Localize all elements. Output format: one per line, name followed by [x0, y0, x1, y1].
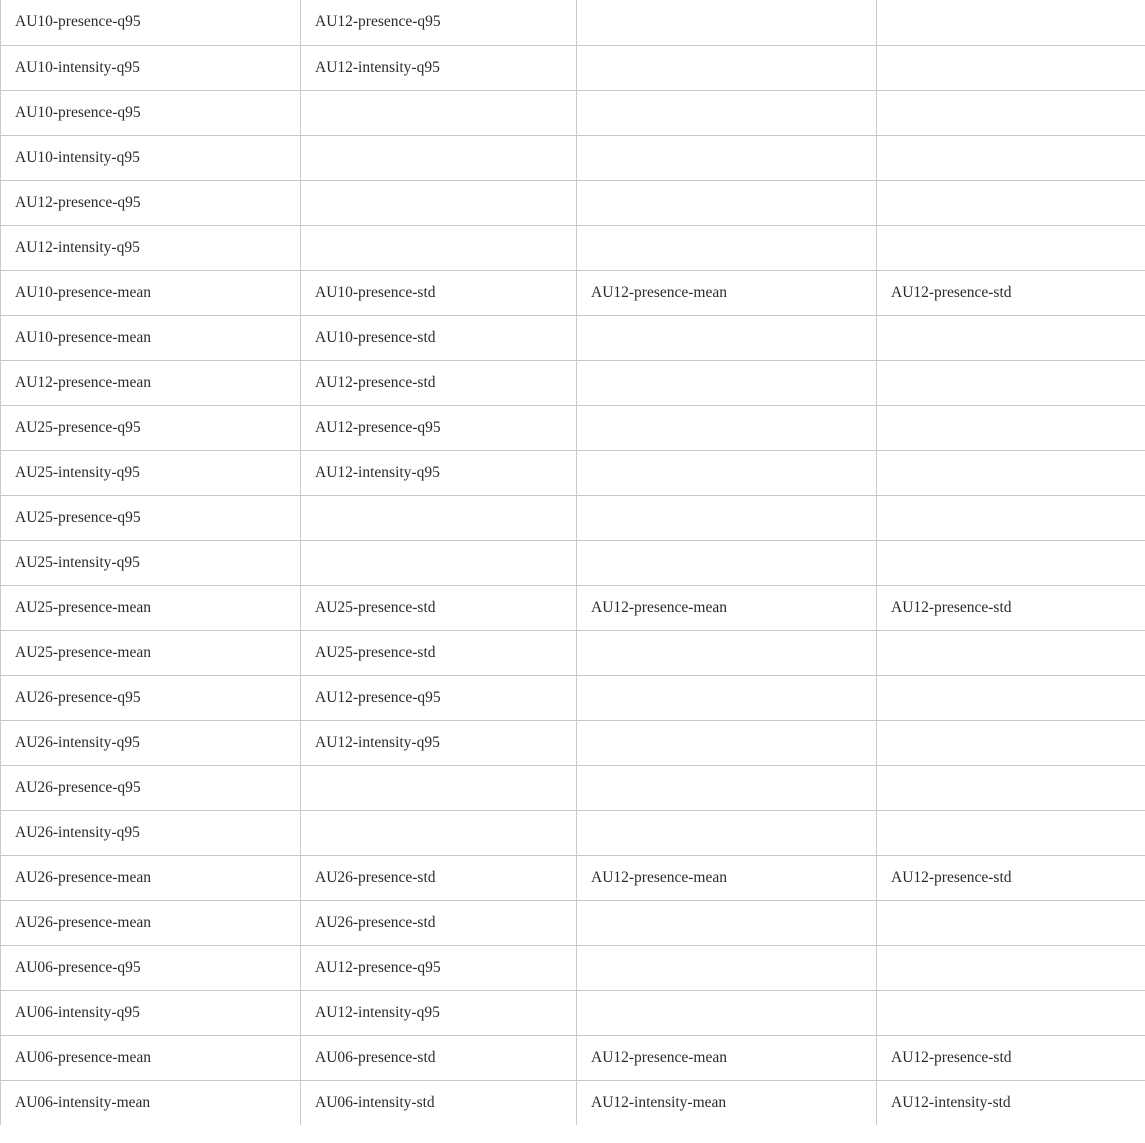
table-cell [877, 630, 1145, 675]
table-cell [877, 540, 1145, 585]
table-row [1, 990, 1145, 1035]
table-row [1, 630, 1145, 675]
table-cell: AU12-presence-q95 [301, 405, 577, 450]
table-cell [301, 180, 577, 225]
table-cell: AU12-presence-q95 [301, 945, 577, 990]
table-cell: AU25-presence-mean [1, 585, 301, 630]
table-cell [301, 90, 577, 135]
table-cell [877, 405, 1145, 450]
table-cell: AU26-presence-mean [1, 855, 301, 900]
table-cell: AU10-presence-std [301, 270, 577, 315]
table-cell [577, 720, 877, 765]
table-cell [577, 900, 877, 945]
table-cell: AU25-presence-std [301, 630, 577, 675]
table-cell: AU12-presence-q95 [1, 180, 301, 225]
table-cell: AU10-presence-q95 [1, 90, 301, 135]
table-row [1, 720, 1145, 765]
table-cell: AU25-presence-mean [1, 630, 301, 675]
table-cell [877, 450, 1145, 495]
table-row [1, 450, 1145, 495]
table-cell [577, 180, 877, 225]
table-cell [877, 0, 1145, 45]
table-row [1, 765, 1145, 810]
table-cell [577, 765, 877, 810]
table-cell: AU12-presence-q95 [301, 0, 577, 45]
table-cell: AU12-presence-mean [577, 1035, 877, 1080]
table-row [1, 1080, 1145, 1125]
table-cell [877, 720, 1145, 765]
table-row [1, 810, 1145, 855]
table-row [1, 855, 1145, 900]
table-row [1, 270, 1145, 315]
table-cell: AU06-presence-q95 [1, 945, 301, 990]
table-cell: AU26-presence-std [301, 855, 577, 900]
table-cell: AU12-presence-std [877, 270, 1145, 315]
table-row [1, 585, 1145, 630]
table-cell: AU12-intensity-q95 [1, 225, 301, 270]
table-cell: AU26-presence-std [301, 900, 577, 945]
table-cell: AU06-intensity-std [301, 1080, 577, 1125]
table-cell [577, 945, 877, 990]
table-cell: AU12-presence-mean [577, 585, 877, 630]
table-cell [577, 990, 877, 1035]
table-cell [877, 90, 1145, 135]
table-cell: AU10-presence-mean [1, 270, 301, 315]
table-cell [877, 765, 1145, 810]
table-cell [577, 0, 877, 45]
table-cell [301, 810, 577, 855]
table-cell: AU25-presence-q95 [1, 405, 301, 450]
table-cell [877, 990, 1145, 1035]
table-cell: AU06-intensity-q95 [1, 990, 301, 1035]
table-row [1, 90, 1145, 135]
table-cell: AU12-presence-std [301, 360, 577, 405]
table-cell [301, 135, 577, 180]
table-cell: AU10-presence-q95 [1, 0, 301, 45]
table-cell: AU12-intensity-q95 [301, 45, 577, 90]
table-cell: AU26-intensity-q95 [1, 810, 301, 855]
table-cell: AU12-presence-mean [1, 360, 301, 405]
table-cell [577, 45, 877, 90]
table-cell: AU25-presence-std [301, 585, 577, 630]
table-cell: AU12-presence-q95 [301, 675, 577, 720]
table-cell: AU12-presence-std [877, 1035, 1145, 1080]
table-cell: AU06-presence-mean [1, 1035, 301, 1080]
table-cell [877, 675, 1145, 720]
table-row [1, 405, 1145, 450]
table-cell [577, 540, 877, 585]
table-cell [577, 405, 877, 450]
table-row [1, 315, 1145, 360]
table-cell: AU12-presence-std [877, 855, 1145, 900]
table-cell [877, 315, 1145, 360]
table-cell [877, 495, 1145, 540]
table-cell: AU12-intensity-std [877, 1080, 1145, 1125]
table-cell: AU10-presence-std [301, 315, 577, 360]
table-cell: AU10-intensity-q95 [1, 135, 301, 180]
table-cell: AU10-presence-mean [1, 315, 301, 360]
table-cell: AU25-intensity-q95 [1, 450, 301, 495]
table-row [1, 495, 1145, 540]
table-cell [877, 225, 1145, 270]
table-row [1, 900, 1145, 945]
table-cell [577, 225, 877, 270]
table-cell: AU12-presence-mean [577, 855, 877, 900]
table-cell: AU06-intensity-mean [1, 1080, 301, 1125]
table-row [1, 540, 1145, 585]
table-cell [301, 225, 577, 270]
table-cell [577, 630, 877, 675]
table-cell [877, 945, 1145, 990]
table-row [1, 945, 1145, 990]
table-row [1, 360, 1145, 405]
table-cell: AU26-intensity-q95 [1, 720, 301, 765]
table-cell [577, 135, 877, 180]
table-cell [301, 540, 577, 585]
table-cell [301, 495, 577, 540]
table-cell: AU12-intensity-q95 [301, 450, 577, 495]
table-cell [577, 90, 877, 135]
table-cell [577, 810, 877, 855]
table-cell: AU26-presence-q95 [1, 765, 301, 810]
table-cell [877, 45, 1145, 90]
feature-table-body [1, 0, 1145, 1125]
table-cell: AU25-intensity-q95 [1, 540, 301, 585]
table-cell: AU06-presence-std [301, 1035, 577, 1080]
table-cell: AU25-presence-q95 [1, 495, 301, 540]
table-row [1, 675, 1145, 720]
table-row [1, 1035, 1145, 1080]
table-cell [877, 900, 1145, 945]
table-cell [577, 450, 877, 495]
table-cell [577, 495, 877, 540]
table-cell: AU12-presence-mean [577, 270, 877, 315]
table-cell [877, 135, 1145, 180]
table-cell [877, 180, 1145, 225]
table-cell [877, 810, 1145, 855]
table-row [1, 180, 1145, 225]
table-row [1, 0, 1145, 45]
table-cell: AU12-intensity-q95 [301, 720, 577, 765]
table-row [1, 45, 1145, 90]
table-cell [877, 360, 1145, 405]
table-cell: AU12-intensity-mean [577, 1080, 877, 1125]
table-row [1, 135, 1145, 180]
table-cell: AU12-presence-std [877, 585, 1145, 630]
table-row [1, 225, 1145, 270]
table-cell [577, 675, 877, 720]
table-cell: AU26-presence-mean [1, 900, 301, 945]
table-cell: AU10-intensity-q95 [1, 45, 301, 90]
table-cell [577, 315, 877, 360]
table-cell: AU12-intensity-q95 [301, 990, 577, 1035]
table-cell [577, 360, 877, 405]
table-cell [301, 765, 577, 810]
table-cell: AU26-presence-q95 [1, 675, 301, 720]
